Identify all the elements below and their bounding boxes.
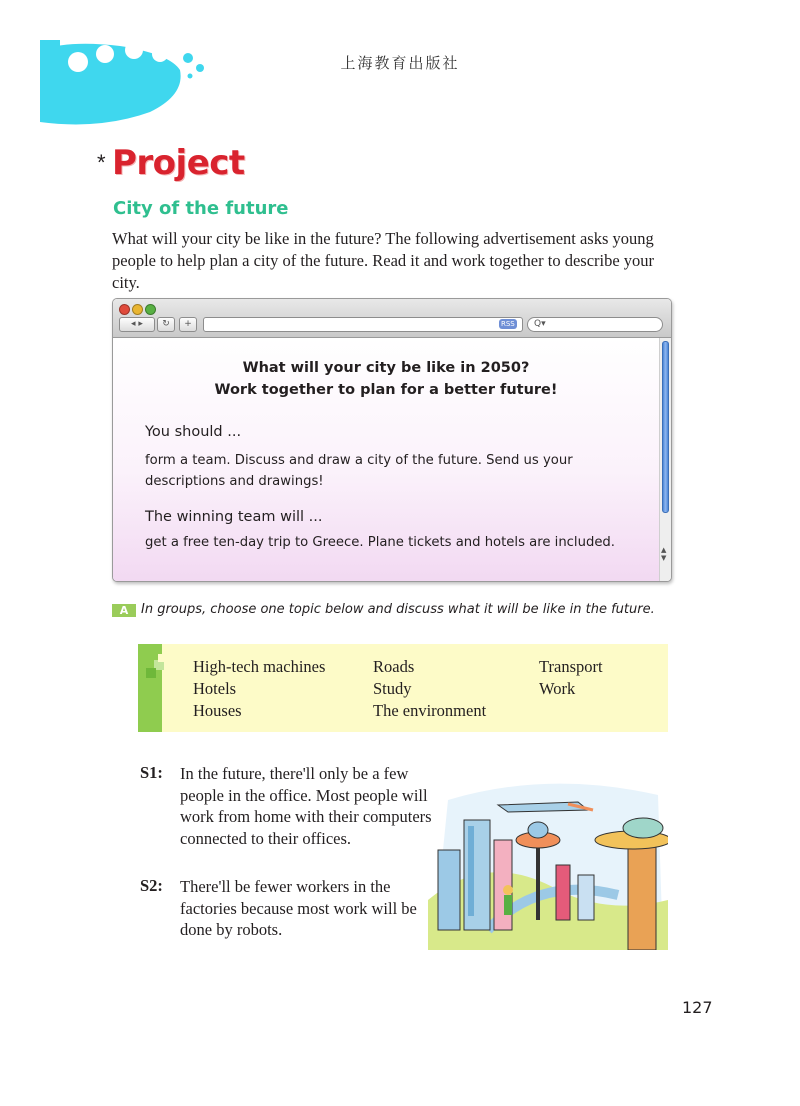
ad-heading bbox=[113, 357, 659, 401]
should-text: form a team. Discuss and draw a city of the future. Send us your descriptions and drawings! bbox=[145, 453, 573, 489]
section-title: City of the future bbox=[113, 198, 289, 219]
browser-window bbox=[112, 298, 672, 582]
speaker-1-text: In the future, there'll only be a few people in the office. Most people will work from home with their computers connected to their offices. bbox=[180, 764, 432, 849]
page-title: Project bbox=[112, 143, 245, 183]
scrollbar-thumb[interactable] bbox=[662, 341, 669, 513]
should-label: You should ... bbox=[145, 424, 242, 440]
topics-box-stripe bbox=[138, 644, 162, 732]
search-icon: Q▾ bbox=[534, 319, 546, 329]
publisher-header: 上海教育出版社 bbox=[340, 54, 460, 72]
winning-team-label: The winning team will ... bbox=[145, 509, 323, 525]
search-input[interactable] bbox=[527, 317, 663, 332]
minimize-window-button[interactable] bbox=[132, 304, 143, 315]
future-city-illustration bbox=[428, 780, 668, 950]
speaker-2-label: S2: bbox=[140, 876, 163, 895]
reload-icon[interactable]: ↻ bbox=[157, 317, 175, 332]
topic-item: The environment bbox=[373, 701, 487, 720]
winning-team-text: get a free ten-day trip to Greece. Plane tickets and hotels are included. bbox=[145, 535, 615, 550]
activity-badge: A bbox=[112, 604, 136, 617]
topic-item: Houses bbox=[193, 701, 242, 720]
speaker-2-text: There'll be fewer workers in the factories because most work will be done by robots. bbox=[180, 877, 417, 940]
close-window-button[interactable] bbox=[119, 304, 130, 315]
topics-column-3 bbox=[539, 656, 603, 700]
add-tab-button[interactable]: + bbox=[179, 317, 197, 332]
browser-toolbar bbox=[113, 299, 671, 338]
page-number: 127 bbox=[682, 998, 713, 1017]
topics-column-2 bbox=[373, 656, 486, 722]
ad-heading-line2: Work together to plan for a better future! bbox=[214, 382, 558, 398]
topic-item: Study bbox=[373, 679, 412, 698]
topic-item: Work bbox=[539, 679, 576, 698]
topic-item: Hotels bbox=[193, 679, 237, 698]
activity-instruction: In groups, choose one topic below and discuss what it will be like in the future. bbox=[141, 602, 655, 617]
optional-marker: * bbox=[97, 150, 106, 175]
topic-item: High-tech machines bbox=[193, 657, 326, 676]
back-forward-buttons[interactable]: ◂ ▸ bbox=[119, 317, 155, 332]
address-bar[interactable] bbox=[203, 317, 523, 332]
browser-content bbox=[113, 338, 659, 581]
ad-heading-line1: What will your city be like in 2050? bbox=[242, 360, 530, 376]
rss-icon[interactable]: RSS bbox=[501, 320, 515, 328]
intro-paragraph: What will your city be like in the future? The following advertisement asks young people to help plan a city of the future. Read it and work together to describe your city. bbox=[112, 229, 655, 292]
maximize-window-button[interactable] bbox=[145, 304, 156, 315]
topics-column-1 bbox=[193, 656, 325, 722]
scroll-arrows-icon[interactable]: ▲ ▼ bbox=[661, 546, 667, 562]
topic-item: Transport bbox=[539, 657, 603, 676]
speaker-1-label: S1: bbox=[140, 763, 163, 782]
scrollbar[interactable] bbox=[659, 338, 671, 581]
topic-item: Roads bbox=[373, 657, 415, 676]
